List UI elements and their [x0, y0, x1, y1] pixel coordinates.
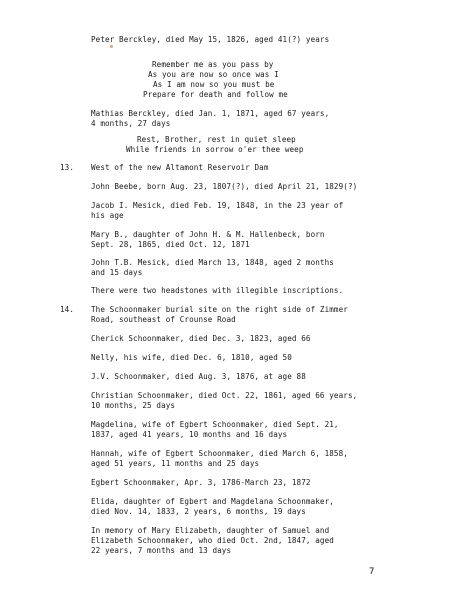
line-jacob-mesick-cont: his age	[91, 211, 124, 220]
epitaph-line-3: As I am now so you must be	[153, 80, 275, 89]
line-mary-b: Mary B., daughter of John H. & M. Hallenbeck, born	[91, 230, 325, 239]
line-egbert-schoonmaker: Egbert Schoonmaker, Apr. 3, 1786-March 23, 1872	[91, 478, 311, 487]
line-mary-elizabeth-cont2: 22 years, 7 months and 13 days	[91, 546, 232, 555]
line-nelly: Nelly, his wife, died Dec. 6, 1810, aged 50	[91, 353, 292, 362]
epitaph-line-4: Prepare for death and follow me	[143, 90, 288, 99]
line-hannah: Hannah, wife of Egbert Schoonmaker, died March 6, 1858,	[91, 449, 348, 458]
line-john-tb-mesick: John T.B. Mesick, died March 13, 1848, aged 2 months	[91, 258, 334, 267]
line-john-tb-mesick-cont: and 15 days	[91, 268, 143, 277]
line-jacob-mesick: Jacob I. Mesick, died Feb. 19, 1848, in the 23 year of	[91, 201, 344, 210]
page-number: 7	[369, 567, 375, 577]
line-peter-berckley: Peter Berckley, died May 15, 1826, aged 41(?) years	[91, 35, 330, 44]
section-13-heading: West of the new Altamont Reservoir Dam	[91, 163, 269, 172]
epitaph-line-1: Remember me as you pass by	[152, 60, 274, 69]
line-magdelina: Magdelina, wife of Egbert Schoonmaker, died Sept. 21,	[91, 420, 339, 429]
line-elida: Elida, daughter of Egbert and Magdelana Schoonmaker,	[91, 497, 334, 506]
section-14-heading: The Schoonmaker burial site on the right side of Zimmer	[91, 305, 348, 314]
ink-spot	[110, 45, 113, 48]
line-mary-b-cont: Sept. 28, 1865, died Oct. 12, 1871	[91, 240, 250, 249]
line-mary-elizabeth-cont: Elizabeth Schoonmaker, who died Oct. 2nd, 1847, aged	[91, 536, 334, 545]
epitaph2-line-2: While friends in sorrow o'er thee weep	[126, 145, 304, 154]
line-jv-schoonmaker: J.V. Schoonmaker, died Aug. 3, 1876, at age 88	[91, 372, 306, 381]
section-14-heading-cont: Road, southeast of Crounse Road	[91, 315, 236, 324]
line-christian-schoonmaker: Christian Schoonmaker, died Oct. 22, 1861, aged 66 years,	[91, 391, 358, 400]
line-elida-cont: died Nov. 14, 1833, 2 years, 6 months, 19 days	[91, 507, 306, 516]
section-13-number: 13.	[60, 163, 75, 172]
line-mathias-berckley: Mathias Berckley, died Jan. 1, 1871, aged 67 years,	[91, 109, 330, 118]
line-mary-elizabeth: In memory of Mary Elizabeth, daughter of Samuel and	[91, 526, 330, 535]
line-hannah-cont: aged 51 years, 11 months and 25 days	[91, 459, 260, 468]
epitaph-line-2: As you are now so once was I	[148, 70, 279, 79]
line-cherick-schoonmaker: Cherick Schoonmaker, died Dec. 3, 1823, aged 66	[91, 334, 311, 343]
line-john-beebe: John Beebe, born Aug. 23, 1807(?), died April 21, 1829(?)	[91, 182, 358, 191]
line-christian-schoonmaker-cont: 10 months, 25 days	[91, 401, 176, 410]
line-magdelina-cont: 1837, aged 41 years, 10 months and 16 days	[91, 430, 288, 439]
section-14-number: 14.	[60, 305, 75, 314]
line-mathias-berckley-cont: 4 months, 27 days	[91, 119, 171, 128]
line-headstones-note: There were two headstones with illegible inscriptions.	[91, 286, 344, 295]
epitaph2-line-1: Rest, Brother, rest in quiet sleep	[137, 135, 296, 144]
